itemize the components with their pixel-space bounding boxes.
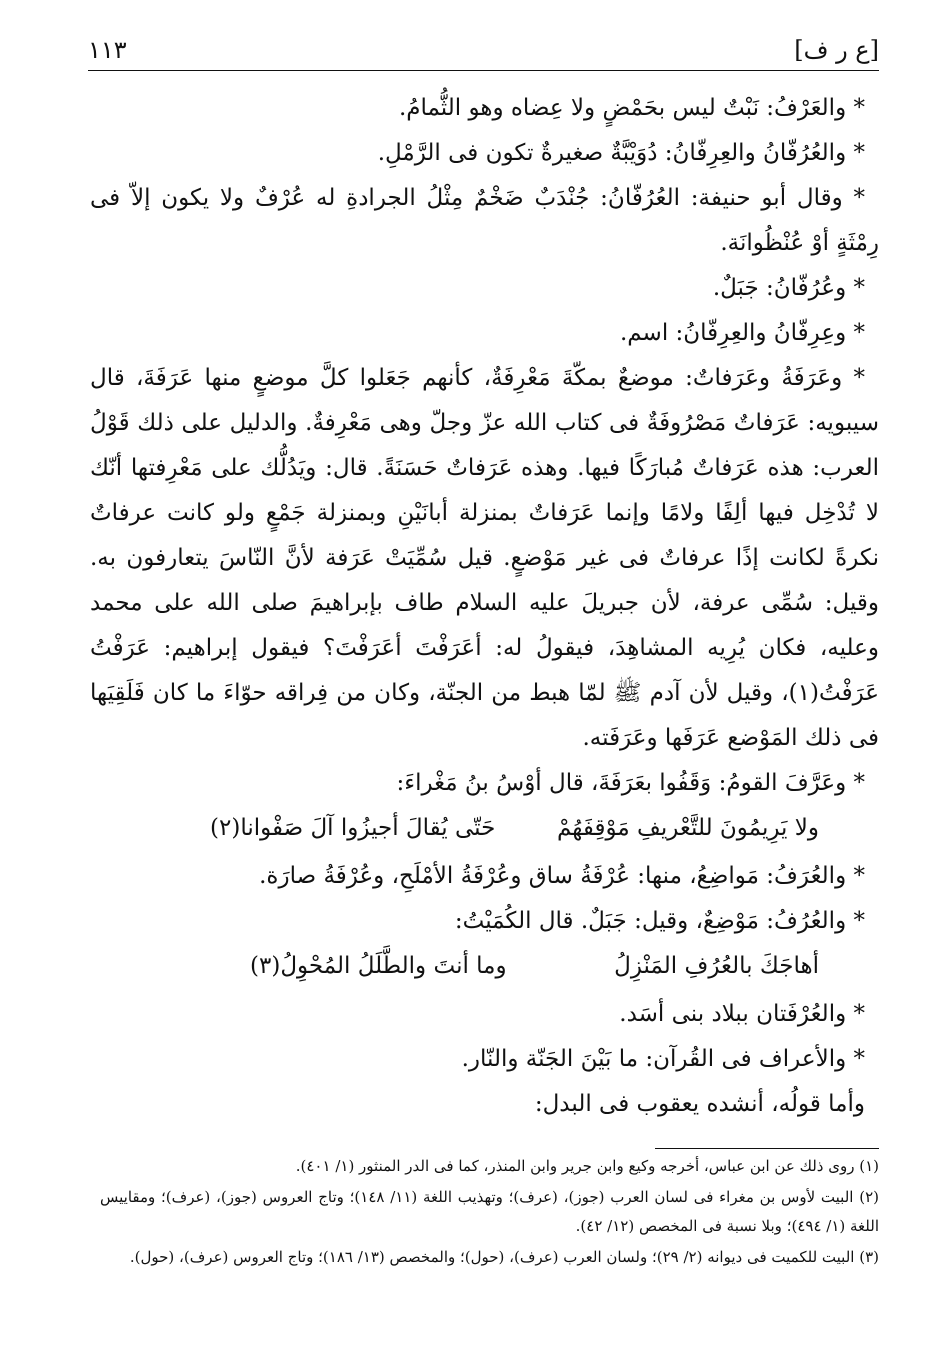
verse-first-hemistich: أهاجَكَ بالعُرُفِ المَنْزِلُ	[614, 953, 819, 979]
entry-urafu: * والعُرَفُ: مَواضِعُ، منها: عُرْفَةُ ساق وعُرْفَةُ الأمْلَحِ، وعُرْفَةُ صارَة.	[259, 863, 865, 889]
footnote-divider	[655, 1148, 879, 1149]
closing-line: وأما قولُه، أنشده يعقوب فى البدل:	[534, 1091, 865, 1117]
entry-jabal: * وعُرُفّانُ: جَبَلٌ.	[712, 275, 865, 301]
entry-arf: * والعَرْفُ: نَبْتٌ ليس بحَمْضٍ ولا عِضاه وهو الثُّمامُ.	[398, 95, 865, 121]
footnote-2: (٢) البيت لأوس بن مغراء فى لسان العرب (جوز)، (عرف)؛ وتهذيب اللغة (١١/ ١٤٨)؛ وتاج العروس (جوز)، (عرف)؛ ومقاييس اللغة (١/ ٤٩٤)؛ وبلا نسبة فى المخصص (١٢/ ٤٢).	[100, 1188, 879, 1235]
entry-urufu: * والعُرُفُ: مَوْضِعٌ، وقيل: جَبَلٌ. قال الكُمَيْتُ:	[454, 908, 865, 934]
footnotes	[100, 1152, 879, 1274]
entry-ism: * وعِرِفّانُ والعِرِفّانُ: اسم.	[619, 320, 865, 346]
root-label: [ع ر ف]	[794, 36, 879, 64]
verse-first-hemistich: ولا يَرِيمُونَ للتَّعْريفِ مَوْقِفَهُمْ	[556, 815, 819, 841]
main-text	[90, 86, 879, 1127]
entry-arafat: * وعَرَفَةُ وعَرَفاتٌ: موضعٌ بمكّةَ مَعْرِفَةٌ، كأنهم جَعَلوا كلَّ موضعٍ منها عَرَفَةَ، قال سيبويه: عَرَفاتٌ مَصْرُوفَةٌ فى كتاب الله عزّ وجلّ وهى مَعْرِفةٌ. والدليل على ذلك قَوْلُ العرب: هذه عَرَفاتٌ مُبارَكًا فيها. وهذه عَرَفاتٌ حَسَنَةً. قال: ويَدُلُّك على مَعْرِفتها أنّك لا تُدْخِل فيها ألِفًا ولامًا وإنما عَرَفاتٌ بمنزلة أبانَيْنِ وبمنزلة جَمْعٍ ولو كانت عرفاتٌ نكرةً لكانت إذًا عرفاتٌ فى غير مَوْضعٍ. قيل سُمِّيَتْ عَرَفة لأنَّ النّاسَ يتعارفون به. وقيل: سُمِّى عرفة، لأن جبريلَ عليه السلام طاف بإبراهيمَ صلى الله على محمد وعليه، فكان يُرِيه المشاهِدَ، فيقولُ له: أعَرَفْتَ أعَرَفْتَ؟ فيقول إبراهيم: عَرَفْتُ عَرَفْتُ(١)، وقيل لأن آدم ﷺ لمّا هبط من الجنّة، وكان من فِراقه حوّاءَ ما كان فَلَقِيَها فى ذلك المَوْضع عَرَفَها وعَرَفَته.	[90, 365, 879, 751]
entry-aaraf: * والأعراف فى القُرآن: ما بَيْنَ الجَنّة والنّار.	[461, 1046, 865, 1072]
verse-second-hemistich: وما أنتَ والطَّلَلُ المُحْوِلُ(٣)	[250, 953, 507, 979]
page-number: ١١٣	[88, 36, 127, 64]
header-divider	[88, 70, 879, 71]
entry-abu-hanifa: * وقال أبو حنيفة: العُرُفّانُ: جُنْدَبٌ ضَخْمٌ مِثْلُ الجرادةِ له عُرْفٌ ولا يكون إلاّ فى رِمْثَةٍ أوْ عُنْظُوانَة.	[90, 185, 879, 256]
page-header	[88, 32, 879, 72]
entry-urufan: * والعُرُفّانُ والعِرِفّانُ: دُوَيْبَّةٌ صغيرةٌ تكون فى الرَّمْلِ.	[377, 140, 865, 166]
entry-arrafa-qawm: * وعَرَّفَ القومُ: وَقَفُوا بعَرَفَةَ، قال أوْسُ بنُ مَغْراءَ:	[396, 770, 865, 796]
verse-aws	[210, 806, 819, 854]
verse-kumayt	[250, 944, 819, 992]
entry-urfatan: * والعُرْفَتان ببلاد بنى أسَد.	[619, 1001, 865, 1027]
footnote-3: (٣) البيت للكميت فى ديوانه (٢/ ٢٩)؛ ولسان العرب (عرف)، (حول)؛ والمخصص (١٣/ ١٨٦)؛ وتاج العروس (عرف)، (حول).	[129, 1248, 879, 1266]
footnote-1: (١) روى ذلك عن ابن عباس، أخرجه وكيع وابن جرير وابن المنذر، كما فى الدر المنثور (١/ ٤٠١).	[295, 1157, 879, 1175]
verse-second-hemistich: حَتّى يُقالَ أجيزُوا آلَ صَفْوانا(٢)	[210, 815, 496, 841]
